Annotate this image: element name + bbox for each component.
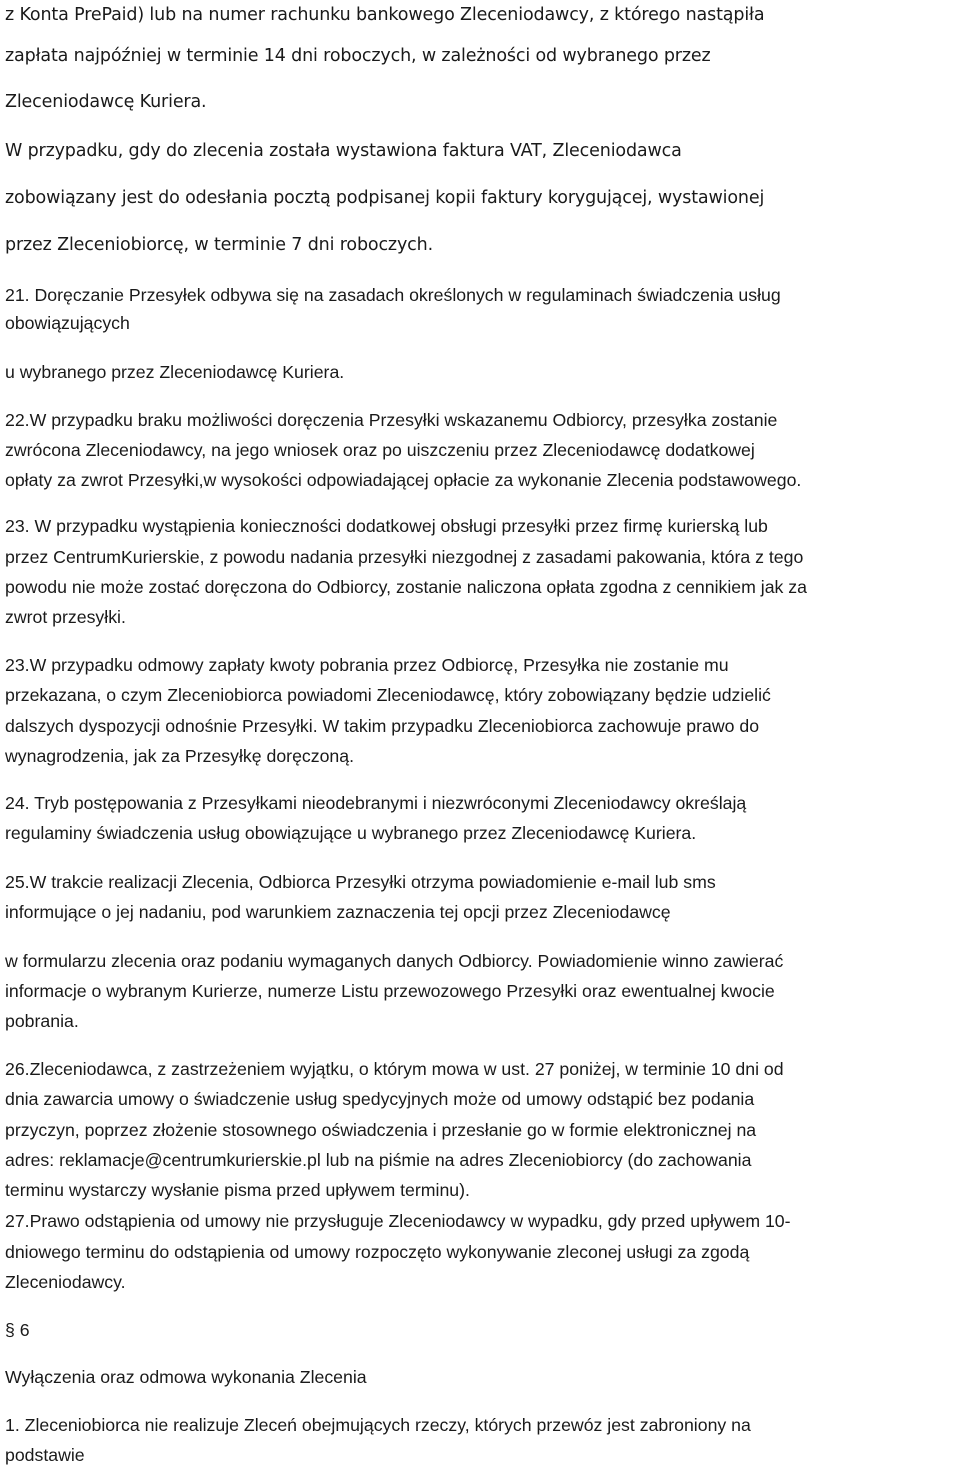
text-line: 21. Doręczanie Przesyłek odbywa się na zasadach określonych w regulaminach świadczenia usług <box>5 285 781 305</box>
text-line: wynagrodzenia, jak za Przesyłkę doręczoną. <box>5 746 355 766</box>
text-line: dalszych dyspozycji odnośnie Przesyłki. W takim przypadku Zleceniobiorca zachowuje prawo do <box>5 716 760 736</box>
text-line: regulaminy świadczenia usług obowiązujące u wybranego przez Zleceniodawcę Kuriera. <box>5 823 697 843</box>
text-line: dnia zawarcia umowy o świadczenie usług spedycyjnych może od umowy odstąpić bez podania <box>5 1089 755 1109</box>
text-line: podstawie <box>5 1445 85 1465</box>
section-title: Wyłączenia oraz odmowa wykonania Zlecenia <box>5 1367 367 1387</box>
text-line: W przypadku, gdy do zlecenia została wystawiona faktura VAT, Zleceniodawca <box>5 141 682 161</box>
text-line: przez CentrumKurierskie, z powodu nadania przesyłki niezgodnej z zasadami pakowania, która z tego <box>5 547 804 567</box>
text-line: 24. Tryb postępowania z Przesyłkami nieodebranymi i niezwróconymi Zleceniodawcy określają <box>5 793 747 813</box>
text-line: adres: reklamacje@centrumkurierskie.pl lub na piśmie na adres Zleceniobiorcy (do zachowania <box>5 1150 752 1170</box>
section-number: § 6 <box>5 1320 30 1340</box>
text-line: 23. W przypadku wystąpienia konieczności dodatkowej obsługi przesyłki przez firmę kurierską lub <box>5 516 768 536</box>
text-line: 25.W trakcie realizacji Zlecenia, Odbiorca Przesyłki otrzyma powiadomienie e-mail lub sms <box>5 872 716 892</box>
text-line: pobrania. <box>5 1011 79 1031</box>
text-line: przyczyn, poprzez złożenie stosownego oświadczenia i przesłanie go w formie elektronicznej na <box>5 1120 757 1140</box>
text-line: powodu nie może zostać doręczona do Odbiorcy, zostanie naliczona opłata zgodna z cennikiem jak za <box>5 577 807 597</box>
text-line: przez Zleceniobiorcę, w terminie 7 dni roboczych. <box>5 235 433 255</box>
text-line: 23.W przypadku odmowy zapłaty kwoty pobrania przez Odbiorcę, Przesyłka nie zostanie mu <box>5 655 729 675</box>
text-line: obowiązujących <box>5 313 130 333</box>
text-line: u wybranego przez Zleceniodawcę Kuriera. <box>5 362 345 382</box>
text-line: zwrócona Zleceniodawcy, na jego wniosek oraz po uiszczeniu przez Zleceniodawcę dodatkowej <box>5 440 755 460</box>
text-line: Zleceniodawcy. <box>5 1272 126 1292</box>
text-line: informacje o wybranym Kurierze, numerze Listu przewozowego Przesyłki oraz ewentualnej kwocie <box>5 981 775 1001</box>
text-line: terminu wystarczy wysłanie pisma przed upływem terminu). <box>5 1180 470 1200</box>
text-line: 1. Zleceniobiorca nie realizuje Zleceń obejmujących rzeczy, których przewóz jest zabroniony na <box>5 1415 751 1435</box>
text-line: z Konta PrePaid) lub na numer rachunku bankowego Zleceniodawcy, z którego nastąpiła <box>5 5 765 25</box>
text-line: 27.Prawo odstąpienia od umowy nie przysługuje Zleceniodawcy w wypadku, gdy przed upływem 10- <box>5 1211 791 1231</box>
text-line: 26.Zleceniodawca, z zastrzeżeniem wyjątku, o którym mowa w ust. 27 poniżej, w terminie 10 dni od <box>5 1059 784 1079</box>
text-line: zwrot przesyłki. <box>5 607 126 627</box>
text-line: zapłata najpóźniej w terminie 14 dni roboczych, w zależności od wybranego przez <box>5 46 711 66</box>
text-line: w formularzu zlecenia oraz podaniu wymaganych danych Odbiorcy. Powiadomienie winno zawierać <box>5 951 784 971</box>
text-line: dniowego terminu do odstąpienia od umowy rozpoczęto wykonywanie zleconej usługi za zgodą <box>5 1242 750 1262</box>
text-line: 22.W przypadku braku możliwości doręczenia Przesyłki wskazanemu Odbiorcy, przesyłka zostanie <box>5 410 778 430</box>
text-line: zobowiązany jest do odesłania pocztą podpisanej kopii faktury korygującej, wystawionej <box>5 188 765 208</box>
text-line: Zleceniodawcę Kuriera. <box>5 92 207 112</box>
text-line: informujące o jej nadaniu, pod warunkiem zaznaczenia tej opcji przez Zleceniodawcę <box>5 902 671 922</box>
text-line: opłaty za zwrot Przesyłki,w wysokości odpowiadającej opłacie za wykonanie Zlecenia podstawowego. <box>5 470 802 490</box>
text-line: przekazana, o czym Zleceniobiorca powiadomi Zleceniodawcę, który zobowiązany będzie udzielić <box>5 685 771 705</box>
